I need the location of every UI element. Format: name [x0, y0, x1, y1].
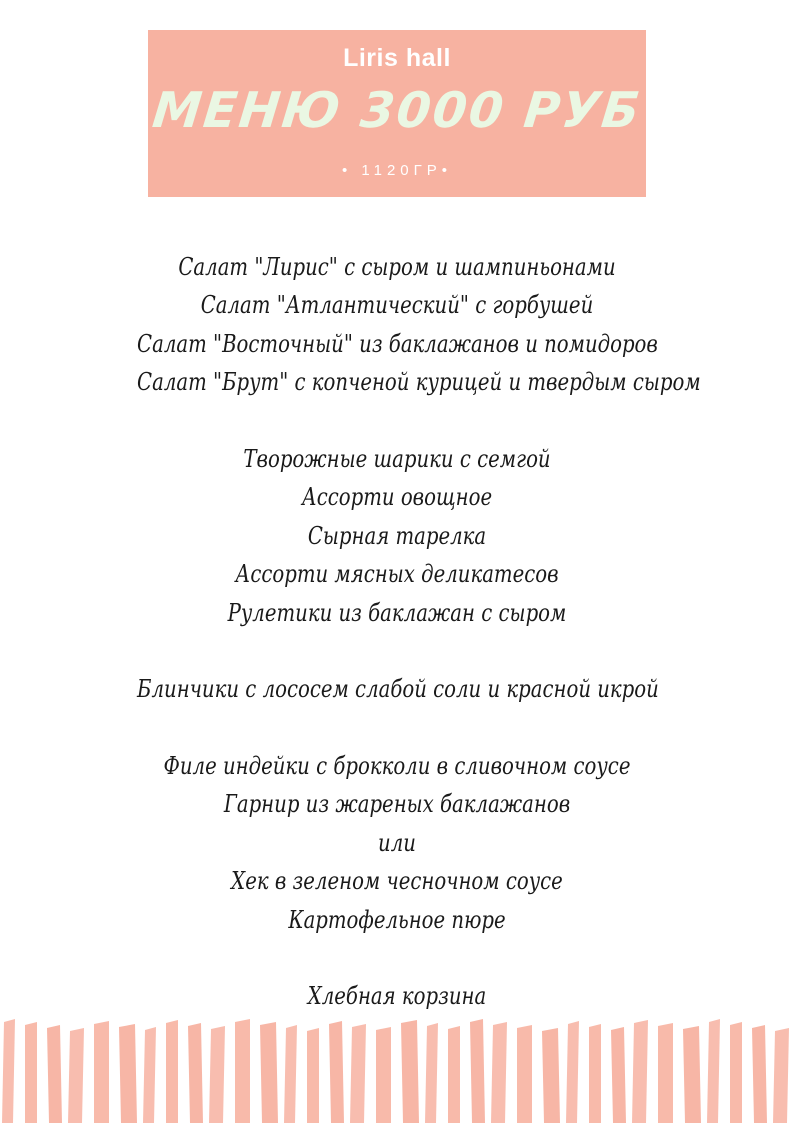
section-gap	[80, 709, 714, 747]
brush-stripe	[611, 1027, 626, 1123]
brush-stripe	[401, 1020, 419, 1123]
menu-header-banner	[148, 30, 646, 197]
brush-stripe	[542, 1028, 560, 1123]
brush-stripe	[209, 1026, 225, 1123]
menu-item: Ассорти мясных деликатесов	[235, 560, 559, 589]
stripe-group	[2, 1019, 789, 1123]
menu-item: Рулетики из баклажан с сыром	[227, 598, 567, 627]
menu-title: МЕНЮ 3000 РУБ	[149, 82, 645, 139]
menu-item: Салат "Брут" с копченой курицей и твердым сыром	[137, 368, 701, 397]
brush-stripe	[448, 1026, 460, 1123]
menu-item: Ассорти овощное	[301, 483, 493, 512]
section-gap	[80, 632, 714, 670]
brush-stripe	[260, 1022, 278, 1123]
brush-stripe	[25, 1022, 37, 1123]
brush-stripe	[730, 1022, 742, 1123]
menu-item: Хлебная корзина	[307, 982, 487, 1011]
brush-stripe	[566, 1021, 579, 1123]
brush-stripe	[166, 1020, 178, 1123]
menu-item: Салат "Лирис" с сыром и шампиньонами	[178, 253, 616, 281]
brush-stripe	[658, 1023, 673, 1123]
menu-list	[80, 248, 714, 1016]
brush-stripe	[350, 1024, 366, 1123]
brush-stripe	[47, 1025, 62, 1123]
brush-stripe	[188, 1023, 203, 1123]
brush-stripe	[707, 1019, 720, 1123]
brush-stripe	[143, 1027, 156, 1123]
brush-stripe	[470, 1019, 485, 1123]
venue-name: Liris hall	[343, 44, 451, 72]
menu-item: Картофельное пюре	[288, 905, 506, 934]
brush-stripe	[752, 1025, 767, 1123]
brush-stripe	[376, 1027, 391, 1123]
menu-item: Салат "Атлантический" с горбушей	[200, 291, 594, 320]
menu-item: Салат "Восточный" из баклажанов и помидоров	[137, 329, 658, 358]
section-gap	[80, 939, 714, 977]
brush-stripe	[119, 1024, 137, 1123]
menu-item: Творожные шарики с семгой	[243, 444, 551, 473]
menu-weight: • 1120ГР•	[341, 162, 453, 179]
menu-item: Сырная тарелка	[307, 521, 487, 550]
decorative-stripes	[0, 1015, 794, 1123]
brush-stripe	[425, 1023, 438, 1123]
brush-stripe	[773, 1028, 789, 1123]
brush-stripe	[307, 1028, 319, 1123]
brush-stripe	[2, 1019, 15, 1123]
brush-stripe	[517, 1025, 532, 1123]
brush-stripe	[284, 1025, 297, 1123]
brush-stripe	[68, 1028, 84, 1123]
brush-stripe	[329, 1021, 344, 1123]
section-gap	[80, 402, 714, 440]
brush-stripe	[632, 1020, 648, 1123]
brush-stripe	[491, 1022, 507, 1123]
menu-item: Хек в зеленом чесночном соусе	[231, 867, 563, 896]
menu-item-or: или	[378, 828, 416, 857]
menu-item: Филе индейки с брокколи в сливочном соусе	[163, 752, 631, 781]
brush-stripe	[589, 1024, 601, 1123]
brush-stripe	[235, 1019, 250, 1123]
brush-stripe	[94, 1021, 109, 1123]
menu-item: Гарнир из жареных баклажанов	[223, 790, 571, 819]
brush-stripe	[683, 1026, 701, 1123]
menu-item: Блинчики с лососем слабой соли и красной икрой	[137, 675, 659, 704]
